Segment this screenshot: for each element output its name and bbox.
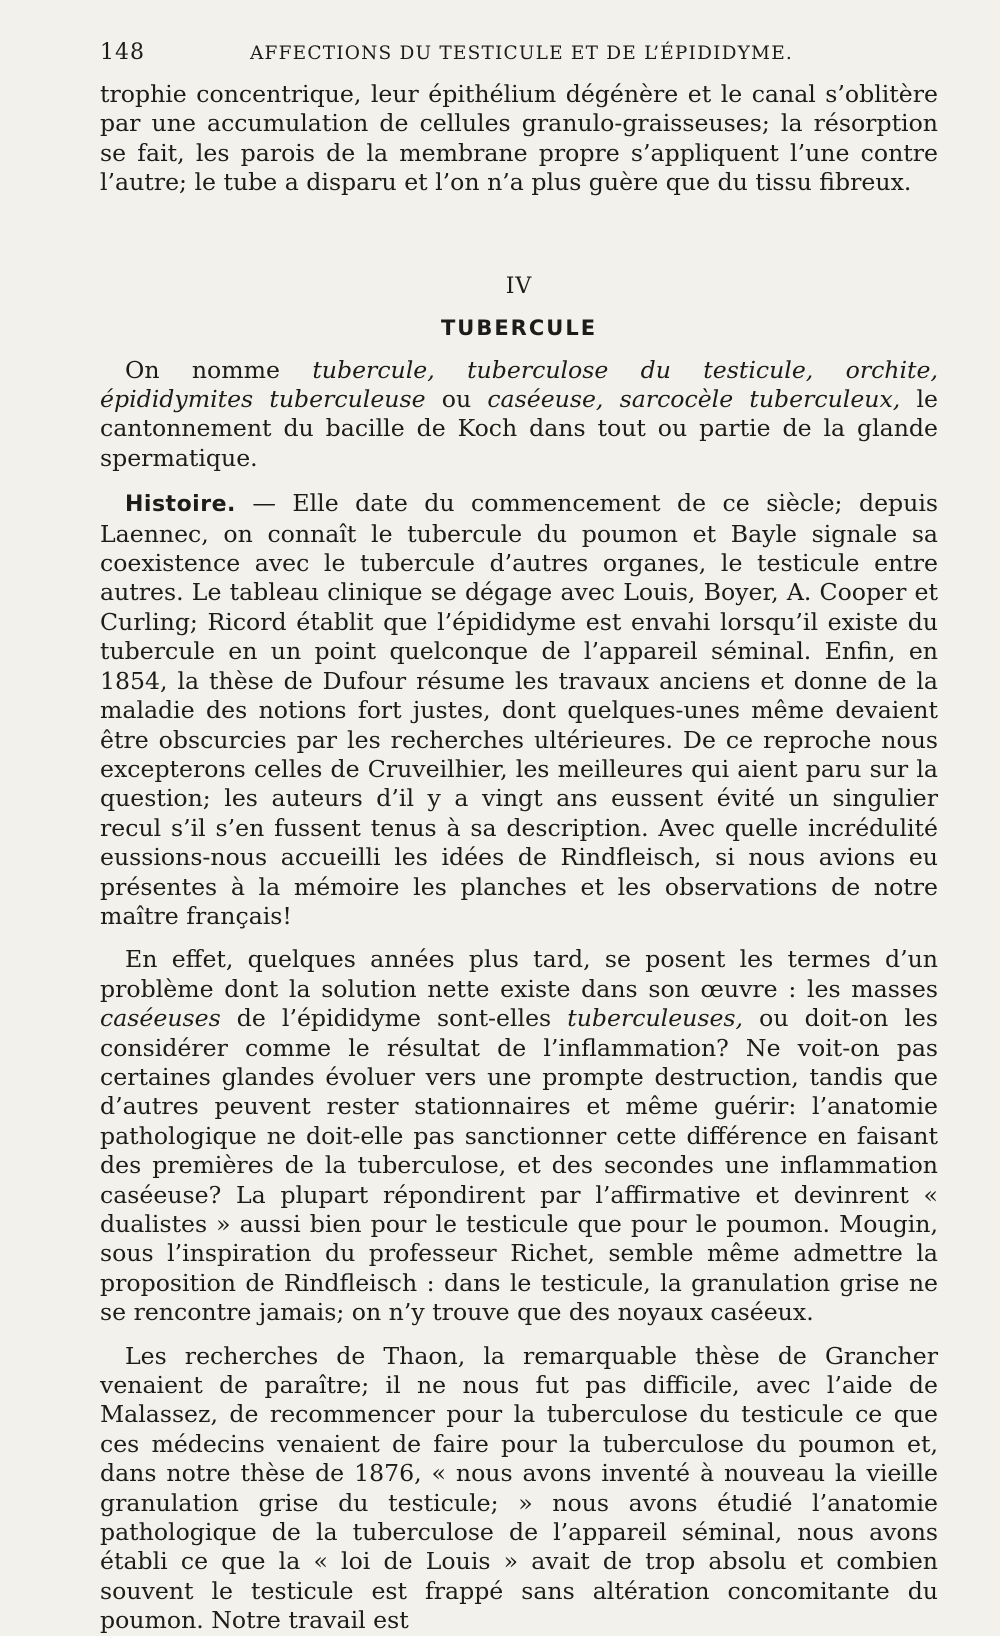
effet-italic-2: tuberculeuses, (567, 1004, 744, 1033)
running-title: AFFECTIONS DU TESTICULE ET DE L’ÉPIDIDYME. (250, 43, 793, 64)
effet-text-1: En effet, quelques années plus tard, se posent les termes d’un problème dont la solution nette existe dans son œuvre : les masses (100, 945, 938, 1003)
section-number: IV (505, 273, 533, 299)
page-number: 148 (100, 40, 145, 65)
definition-text-3: le cantonnement du bacille de Koch dans tout ou partie de la glande spermatique. (100, 385, 938, 472)
effet-italic-1: caséeuses (100, 1004, 221, 1033)
definition-text-2: ou (425, 385, 488, 414)
recherches-paragraph: Les recherches de Thaon, la remarquable thèse de Grancher venaient de paraître; il ne nous fut pas difficile, avec l’aide de Malassez, de recommencer pour la tuberculose du testicule ce que ces médecins venaient de faire pour la tuberculose du poumon et, dans notre thèse de 1876, « nous avons inventé à nouveau la vieille granulation grise du testicule; » nous avons étudié l’anatomie pathologique de la tuberculose de l’appareil séminal, nous avons établi ce que la « loi de Louis » avait de trop absolu et combien souvent le testicule est frappé sans altération concomitante du poumon. Notre travail est (100, 1341, 938, 1635)
definition-text-1: On nomme (125, 355, 313, 384)
section-title: TUBERCULE (440, 315, 598, 340)
running-head (100, 40, 938, 80)
definition-paragraph (100, 356, 938, 474)
histoire-paragraph (100, 489, 938, 931)
intro-paragraph: trophie concentrique, leur épithélium dégénère et le canal s’oblitère par une accumulation de cellules granulo-graisseuses; la résorption se fait, les parois de la membrane propre s’appliquent l’une contre l’autre; le tube a disparu et l’on n’a plus guère que du tissu fibreux. (100, 80, 938, 197)
effet-text-2: de l’épididyme sont-elles (220, 1004, 568, 1033)
effet-paragraph (100, 945, 938, 1327)
book-page (100, 40, 938, 1636)
histoire-heading: Histoire. (125, 492, 236, 518)
histoire-text: — Elle date du commencement de ce siècle; depuis Laennec, on connaît le tubercule du poumon et Bayle signale sa coexistence avec le tubercule d’autres organes, le testicule entre autres. Le tableau clinique se dégage avec Louis, Boyer, A. Cooper et Curling; Ricord établit que l’épididyme est envahi lorsqu’il existe du tubercule en un point quelconque de l’appareil séminal. Enfin, en 1854, la thèse de Dufour résume les travaux anciens et donne de la maladie des notions fort justes, dont quelques-unes même devaient être obscurcies par les recherches ultérieures. De ce reproche nous excepterons celles de Cruveilhier, les meilleures qui aient paru sur la question; les auteurs d’il y a vingt ans eussent évité un singulier recul s’il s’en fussent tenus à sa description. Avec quelle incrédulité eussions-nous accueilli les idées de Rindfleisch, si nous avions eu présentes à la mémoire les planches et les observations de notre maître français! (100, 489, 938, 930)
definition-italic-terms-2: caséeuse, sarcocèle tuberculeux, (487, 385, 901, 414)
definition-italic-terms-1: tubercule, tuberculose du testicule, orchite, épididymites tuberculeuse (100, 355, 938, 414)
effet-text-3: ou doit-on les considérer comme le résultat de l’inflammation? Ne voit-on pas certaines glandes évoluer vers une prompte destruction, tandis que d’autres peuvent rester stationnaires et même guérir: l’anatomie pathologique ne doit-elle pas sanctionner cette différence en faisant des premières de la tuberculose, et des secondes une inflammation caséeuse? La plupart répondirent par l’affirmative et devinrent « dualistes » aussi bien pour le testicule que pour le poumon. Mougin, sous l’inspiration du professeur Richet, semble même admettre la proposition de Rindfleisch : dans le testicule, la granulation grise ne se rencontre jamais; on n’y trouve que des noyaux caséeux. (100, 1004, 938, 1327)
